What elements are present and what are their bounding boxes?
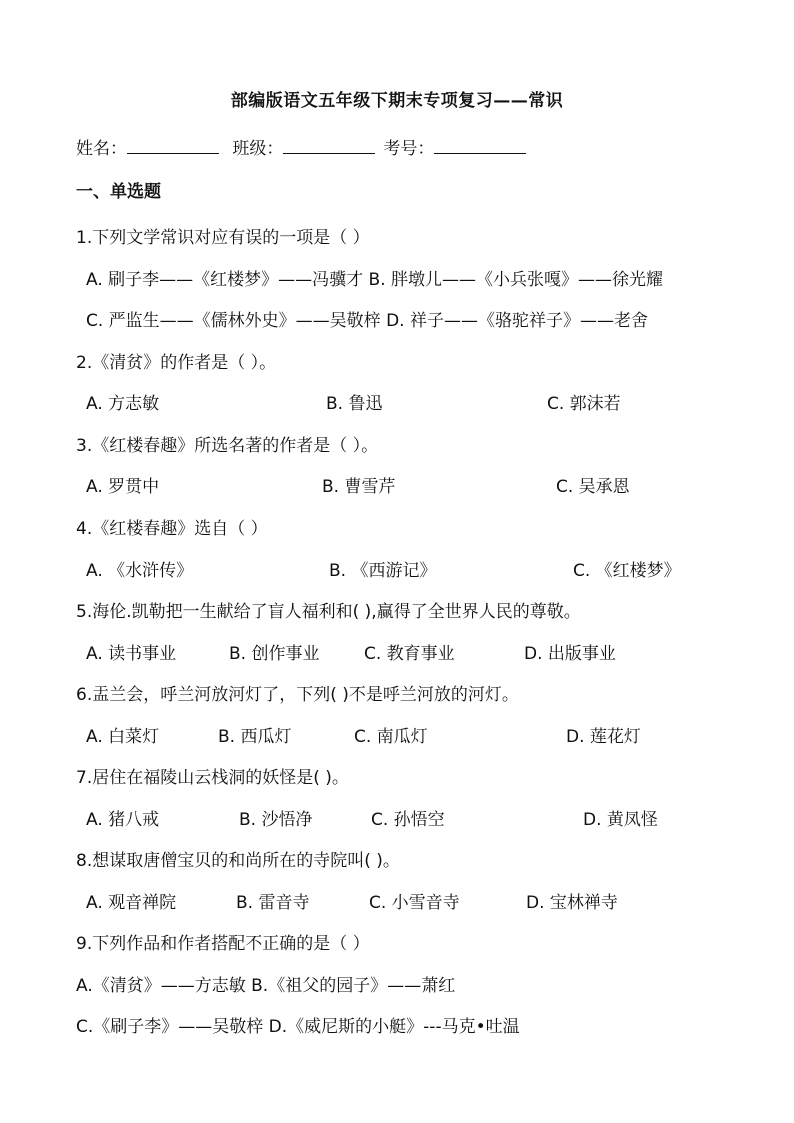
question-3-options: [86, 476, 736, 498]
question-6-option-c: C. 南瓜灯: [354, 727, 428, 747]
question-4-option-c: C. 《红楼梦》: [573, 561, 681, 581]
question-7-option-d: D. 黄凤怪: [583, 810, 658, 830]
question-3-stem: 3.《红楼春趣》所选名著的作者是（ ）。: [76, 436, 379, 456]
name-blank[interactable]: [127, 139, 219, 154]
question-3-option-b: B. 曹雪芹: [322, 477, 396, 497]
section-heading: 一、单选题: [76, 182, 161, 202]
name-label: 姓名：: [76, 139, 127, 159]
question-1-options-line-1: A. 刷子李——《红楼梦》——冯骥才 B. 胖墩儿——《小兵张嘎》——徐光耀: [86, 270, 664, 290]
question-5-option-c: C. 教育事业: [364, 644, 455, 664]
class-label: 班级：: [232, 139, 284, 159]
question-6-options: [86, 726, 736, 748]
question-4-option-b: B. 《西游记》: [329, 561, 437, 581]
question-3-option-c: C. 吴承恩: [556, 477, 630, 497]
question-6-option-a: A. 白菜灯: [86, 727, 160, 747]
question-6-option-b: B. 西瓜灯: [218, 727, 292, 747]
question-2-options: [86, 393, 736, 415]
question-1-stem: 1.下列文学常识对应有误的一项是（ ）: [76, 228, 370, 248]
question-8-stem: 8.想谋取唐僧宝贝的和尚所在的寺院叫( )。: [76, 851, 400, 871]
question-8-option-d: D. 宝林禅寺: [526, 893, 618, 913]
exam-no-label: 考号：: [383, 139, 435, 159]
question-9-stem: 9.下列作品和作者搭配不正确的是（ ）: [76, 934, 370, 954]
question-2-option-c: C. 郭沫若: [547, 394, 621, 414]
question-6-stem: 6.盂兰会，呼兰河放河灯了，下列( )不是呼兰河放的河灯。: [76, 685, 519, 705]
question-4-option-a: A. 《水浒传》: [86, 561, 194, 581]
question-7-option-a: A. 猪八戒: [86, 810, 160, 830]
question-2-stem: 2.《清贫》的作者是（ ）。: [76, 353, 277, 373]
question-5-option-a: A. 读书事业: [86, 644, 177, 664]
question-7-stem: 7.居住在福陵山云栈洞的妖怪是( )。: [76, 768, 349, 788]
question-6-option-d: D. 莲花灯: [566, 727, 641, 747]
student-info-line: [76, 134, 534, 159]
question-2-option-b: B. 鲁迅: [326, 394, 383, 414]
question-8-option-a: A. 观音禅院: [86, 893, 177, 913]
document-title: 部编版语文五年级下期末专项复习——常识: [230, 91, 564, 111]
question-5-options: [86, 643, 736, 665]
question-9-options-line-1: A.《清贫》——方志敏 B.《祖父的园子》——萧红: [76, 976, 456, 996]
question-2-option-a: A. 方志敏: [86, 394, 160, 414]
question-7-option-b: B. 沙悟净: [239, 810, 313, 830]
question-5-option-b: B. 创作事业: [229, 644, 320, 664]
question-4-options: [86, 560, 736, 582]
question-3-option-a: A. 罗贯中: [86, 477, 160, 497]
question-1-options-line-2: C. 严监生——《儒林外史》——吴敬梓 D. 祥子——《骆驼祥子》——老舍: [86, 311, 648, 331]
question-9-options-line-2: C.《刷子李》——吴敬梓 D.《威尼斯的小艇》---马克•吐温: [76, 1017, 520, 1037]
question-7-options: [86, 809, 736, 831]
question-7-option-c: C. 孙悟空: [371, 810, 445, 830]
question-5-stem: 5.海伦.凯勒把一生献给了盲人福利和( ),赢得了全世界人民的尊敬。: [76, 602, 581, 622]
question-8-option-b: B. 雷音寺: [236, 893, 310, 913]
question-5-option-d: D. 出版事业: [524, 644, 616, 664]
class-blank[interactable]: [283, 139, 375, 154]
question-8-option-c: C. 小雪音寺: [369, 893, 460, 913]
question-8-options: [86, 892, 736, 914]
question-4-stem: 4.《红楼春趣》选自（ ）: [76, 519, 268, 539]
exam-no-blank[interactable]: [434, 139, 526, 154]
